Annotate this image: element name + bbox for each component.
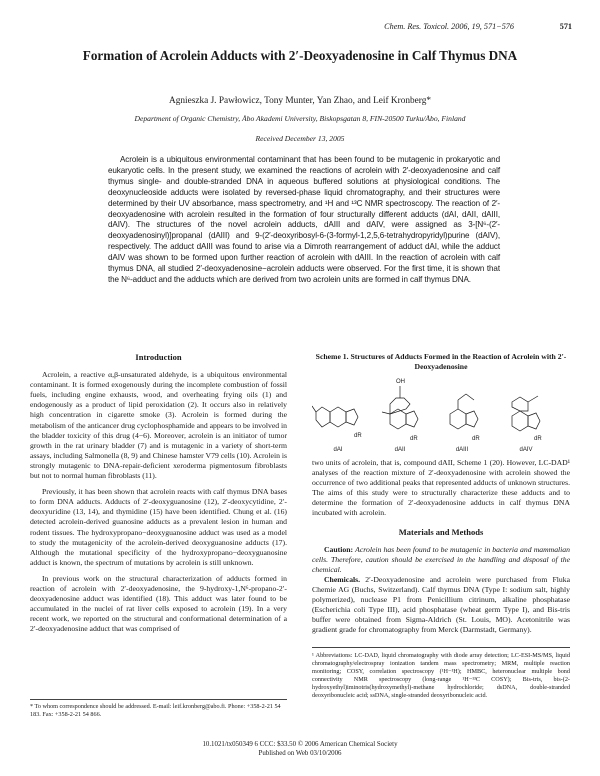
running-header: [0, 22, 600, 36]
caution-paragraph: [312, 545, 570, 575]
dai-ring-propano: [316, 407, 330, 427]
dr-label: dR: [354, 433, 362, 439]
daii-ring-top: [390, 398, 410, 414]
page-number: 571: [559, 22, 572, 31]
received-date: Received December 13, 2005: [255, 134, 345, 143]
article-title: Formation of Acrolein Adducts with 2′-Deoxyadenosine in Calf Thymus DNA: [82, 48, 518, 63]
scheme-caption: Scheme 1. Structures of Adducts Formed in the Reaction of Acrolein with 2′-Deoxyadenosine: [315, 352, 567, 371]
daii-ring-six: [390, 409, 406, 429]
intro-paragraph-3: In previous work on the structural characterization of adducts formed in reaction of acrolein with 2′-deoxyadenosine, the 9-hydroxy-1,N⁶-propano-2′-deoxyadenosine adduct was identified (18). This adduct was later found to be accumulated in the nuclei of rat liver cells exposed to acrolein (19). In a very recent work, we reported on the structural and conformational determination of a 2′-deoxyadenosine adduct that was comprised of: [30, 573, 287, 634]
daiii-ring-five: [466, 411, 478, 427]
affiliation: Department of Organic Chemistry, Åbo Akademi University, Biskopsgatan 8, FIN-20500 Turku/Åbo, Finland: [134, 114, 466, 123]
dai-ring-six: [330, 407, 346, 427]
label-daiv: dAIV: [519, 447, 533, 453]
label-dai: dAI: [333, 447, 343, 453]
abstract: Acrolein is a ubiquitous environmental contaminant that has been found to be mutagenic in prokaryotic and eukaryotic cells. In the present study, we examined the reactions of acrolein with 2′-deoxyadenosine and calf thymus single- and double-stranded DNA in aqueous buffered solutions at physiological conditions. The deoxynucleoside adducts were isolated by reversed-phase liquid chromatography, and their structures were determined by their UV absorbance, mass spectrometry, and ¹H and ¹³C NMR spectroscopy. The reaction of 2′-deoxyadenosine with acrolein resulted in the formation of four structurally different adducts (dAI, dAII, dAIII, dAIV). The structures of the novel acrolein adducts, dAIII and dAIV, were assigned as 3-[N⁶-(2′-deoxyadenosinyl)]propanal (dAIII) and 9-(2′-deoxyribosyl-6-(3-formyl-1,2,5,6-tetrahydropyridyl)purine (dAIV), respectively. The adduct dAIII was found to arise via a Dimroth rearrangement of adduct dAI, while the adduct dAIV was shown to be formed upon further reaction of acrolein with dAIII. In the reaction of acrolein with calf thymus DNA, all studied 2′-deoxyadenosine−acrolein adducts were observed. For the first time, it is shown that the N⁶-adduct and the adducts which are derived from two acrolein units are formed in calf thymus DNA.: [108, 155, 500, 284]
chemicals-label: Chemicals.: [324, 574, 361, 584]
daiv-ring-five: [528, 413, 540, 429]
author-list: Agnieszka J. Pawłowicz, Tony Munter, Yan Zhao, and Leif Kronberg*: [169, 96, 431, 106]
oh-label: OH: [396, 379, 405, 385]
caution-label: Caution:: [324, 544, 354, 554]
scheme-structures: [312, 374, 570, 454]
left-column: [30, 352, 287, 634]
chemicals-text: 2′-Deoxyadenosine and acrolein were purchased from Fluka Chemie AG (Buchs, Switzerland). Calf thymus DNA (Type I: sodium salt, highly polymerized), nuclease P1 from Penicillium citrinum, alkaline phosphatase (Escherichia coli Type III), acid phosphatase (wheat germ Type I), and Bis-tris buffer were obtained from Sigma-Aldrich (St. Louis, MO). Acetonitrile was gradient grade for chromatography from Merck (Darmstadt, Germany).: [312, 574, 570, 635]
label-daiii: dAIII: [455, 447, 469, 453]
doi-line: 10.1021/tx050349 6 CCC: $33.50 © 2006 American Chemical Society: [202, 741, 398, 748]
intro-paragraph-2: Previously, it has been shown that acrolein reacts with calf thymus DNA bases to form DNA adducts. Adducts of 2′-deoxyguanosine (12), 2′-deoxycytidine, 2′-deoxyuridine (13, 14), and thymidine (15) have been identified. Chung et al. (16) detected acrolein-derived guanosine adducts as a prevalent lesion in human and rodent tissues. The hydroxypropano−deoxyguanosine adduct was used as a model to study the mutagenicity of the acrolein-derived deoxyguanosine adducts (17). Although the mutational specificity of the hydroxypropano−deoxyguanosine adduct is known, the spectrum of mutations by acrolein is still unknown.: [30, 487, 287, 567]
daii-ring-five: [406, 411, 418, 427]
dr-label: dR: [534, 436, 542, 442]
intro-paragraph-1: Acrolein, a reactive α,β-unsaturated aldehyde, is a ubiquitous environmental contaminant. It is formed exogenously during the incomplete combustion of fossil fuels, including engine exhausts, wood, and overheating frying oils (1) and endogenously as a product of lipid peroxidation (2). It occurs also in relatively high concentration in cigarette smoke (3). Acrolein is formed during the metabolism of the anticancer drug cyclophosphamide and appears to be involved in the bladder toxicity of this drug (4−6). Moreover, acrolein is an initiator of tumor growth in the rat urinary bladder (7) and is mutagenic in a variety of short-term assays, including Salmonella (8, 9) and Chinese hamster V79 cells (10). Acrolein is strongly mutagenic to DNA-repair-deficient xeroderma pigmentosum fibroblasts but not to normal human fibroblasts (11).: [30, 370, 287, 481]
daiv-ring-tetrahydropyridyl: [512, 397, 528, 411]
right-paragraph-1: two units of acrolein, that is, compound dAII, Scheme 1 (20). However, LC-DAD¹ analyses of the reaction mixture of 2′-deoxyadenosine with acrolein showed the occurrence of two additional peaks that represented adducts of unknown structures. The aims of this study were to structurally characterize these adducts and to determine the formation of 2′-deoxyadenosine adducts in calf thymus DNA incubated with acrolein.: [312, 458, 570, 518]
introduction-heading: Introduction: [135, 352, 182, 362]
label-daii: dAII: [394, 447, 406, 453]
correspondence-footnote: * To whom correspondence should be addressed. E-mail: leif.kronberg@abo.fi. Phone: +358-2-21 54 183. Fax: +358-2-21 54 866.: [30, 699, 287, 719]
published-line: Published on Web 03/10/2006: [258, 750, 342, 757]
caution-text: Acrolein has been found to be mutagenic in bacteria and mammalian cells. Therefore, caution should be exercised in the handling and disposal of the chemical.: [312, 544, 570, 574]
dai-ring-five: [346, 409, 358, 425]
chemicals-paragraph: [312, 575, 570, 636]
dr-label: dR: [410, 436, 418, 442]
abbreviations-footnote: ¹ Abbreviations: LC-DAD, liquid chromatography with diode array detection; LC-ESI-MS/MS, liquid chromatography/electrospray ionization tandem mass spectrometry; MRM, multiple reaction monitoring; COSY, correlation spectroscopy (¹H−¹H); HMBC, heteronuclear multiple bond connectivity NMR spectroscopy (long-range ¹H−¹³C COSY); Bis-tris, bis-(2-hydroxyethyl)iminotris(hydroxymethyl)-methane hydrochloride; dsDNA, double-stranded deoxyribonucleic acid; ssDNA, single-stranded deoxyribonucleic acid.: [312, 647, 570, 700]
daiv-ring-six: [512, 411, 528, 431]
dr-label: dR: [472, 436, 480, 442]
chemical-structures-figure: [312, 374, 570, 454]
materials-methods-heading: Materials and Methods: [398, 526, 484, 537]
page-footer: [0, 740, 600, 758]
right-column: [312, 458, 570, 636]
journal-citation: Chem. Res. Toxicol. 2006, 19, 571−576: [384, 22, 514, 31]
daiii-ring-six: [450, 409, 466, 429]
